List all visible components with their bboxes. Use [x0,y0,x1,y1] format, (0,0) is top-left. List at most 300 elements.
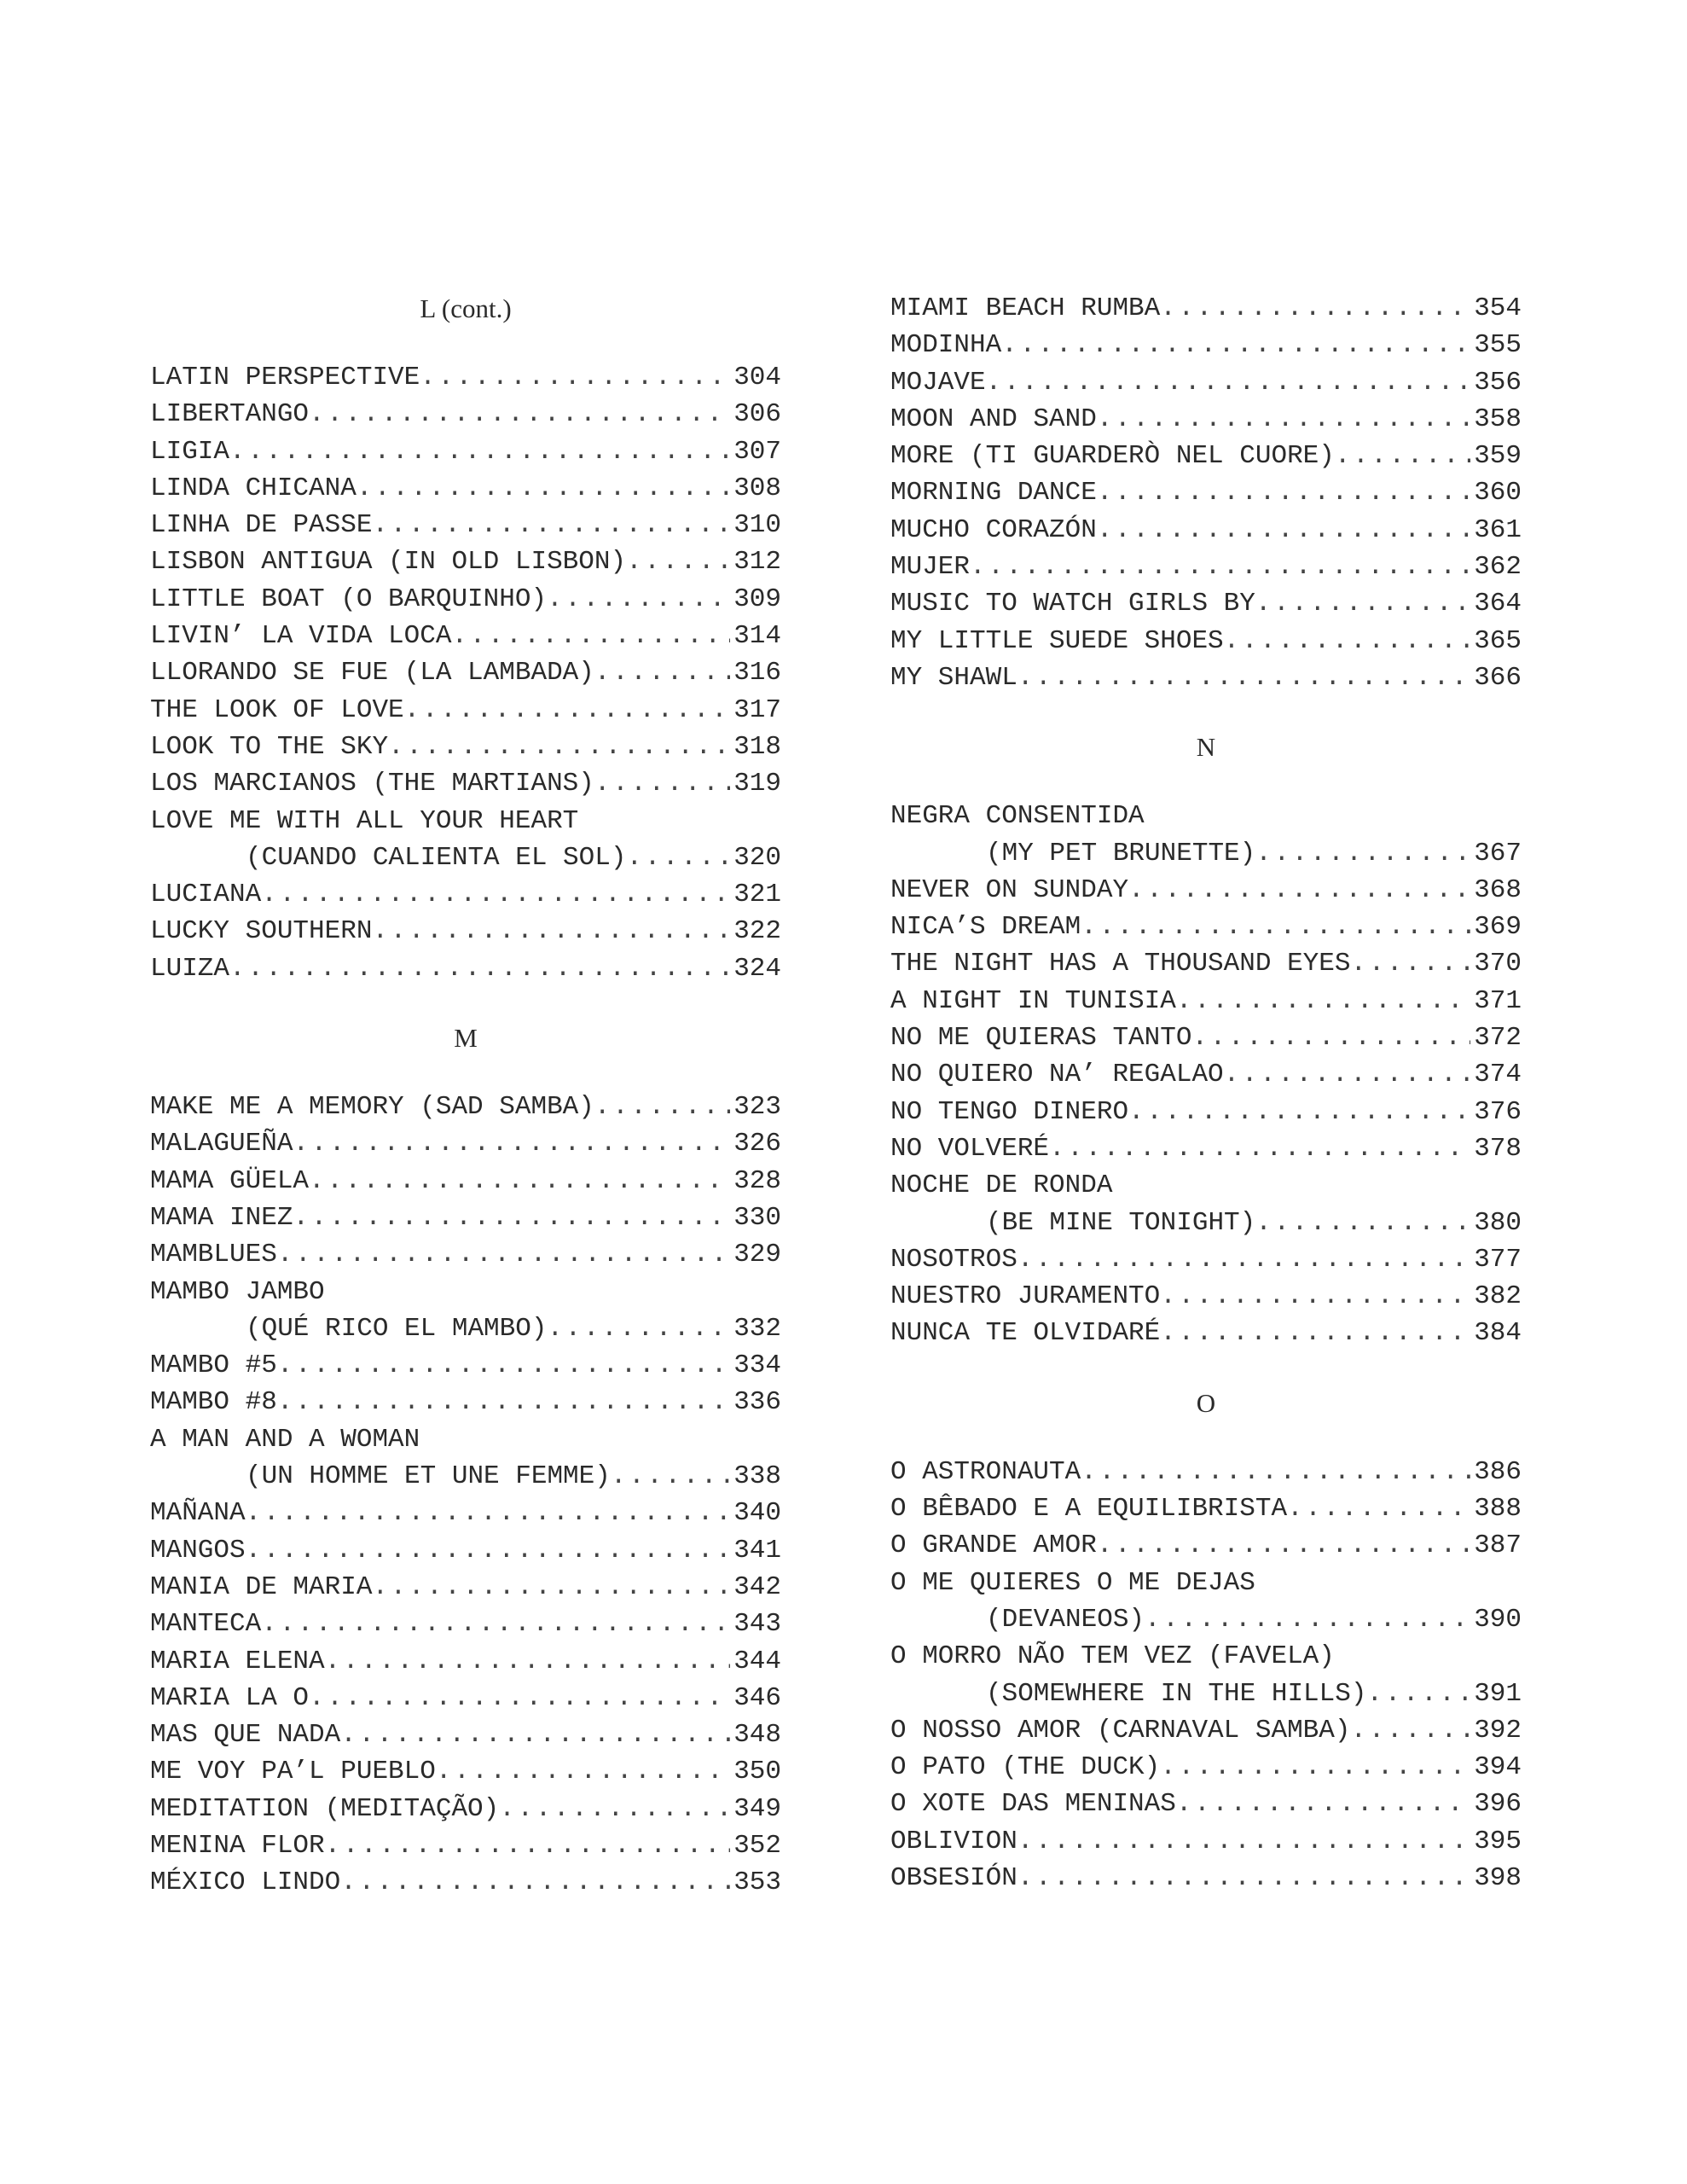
page-number: 306 [733,399,781,430]
entry-title: O GRANDE AMOR [890,1531,1097,1561]
entry-title: MALAGUEÑA [150,1129,293,1159]
entry-title: MARIA ELENA [150,1646,325,1676]
index-entry [890,623,1522,659]
entry-title: LINDA CHICANA [150,473,357,503]
entry-title: NEVER ON SUNDAY [890,874,1129,905]
dot-leader [420,359,730,396]
page-number: 355 [1474,330,1522,361]
entry-title: MOJAVE [890,367,986,398]
dot-leader [1351,945,1471,982]
page-number: 309 [733,584,781,614]
entry-title: NOCHE DE RONDA [890,1170,1113,1201]
entry-line [150,433,781,470]
entry-title: NOSOTROS [890,1244,1017,1275]
entry-line [150,1163,781,1199]
entry-line [150,581,781,618]
page-number: 342 [733,1571,781,1602]
entry-title-line [150,803,781,839]
dot-leader [611,1458,730,1495]
entry-title: MAMA INEZ [150,1202,293,1233]
dot-leader [594,654,730,691]
dot-leader [547,581,730,618]
entry-title: MAMBLUES [150,1240,277,1270]
index-column-right [890,290,1522,1896]
entry-subtitle: (QUÉ RICO EL MAMBO) [246,1313,548,1344]
page-number: 343 [733,1609,781,1640]
page-number: 365 [1474,625,1522,656]
entry-title: MAKE ME A MEMORY (SAD SAMBA) [150,1092,594,1123]
index-entry [890,1638,1522,1712]
dot-leader [1081,1454,1470,1490]
entry-title: LINHA DE PASSE [150,510,373,541]
entry-line [150,692,781,729]
index-entry [890,1315,1522,1351]
index-entry [150,1384,781,1420]
index-entry [890,438,1522,474]
page-number: 378 [1474,1133,1522,1164]
page-number: 312 [733,547,781,578]
entry-line [150,1347,781,1384]
entry-title: ME VOY PA’L PUEBLO [150,1757,436,1787]
index-entry [890,512,1522,549]
entry-title: NICA’S DREAM [890,912,1081,943]
entry-line [150,396,781,433]
dot-leader [372,1569,730,1606]
entry-line [890,1241,1522,1278]
entry-line [890,1315,1522,1351]
page-number: 361 [1474,514,1522,545]
entry-title-line [150,1274,781,1310]
page-number: 384 [1474,1318,1522,1349]
dot-leader [246,1532,731,1569]
dot-leader [1224,623,1471,659]
index-entry [150,470,781,507]
page-number: 388 [1474,1494,1522,1525]
entry-line [150,654,781,691]
entry-title: MENINA FLOR [150,1830,325,1861]
entry-title: O PATO (THE DUCK) [890,1752,1161,1783]
entry-line [150,1680,781,1716]
entry-title: A MAN AND A WOMAN [150,1424,420,1455]
entry-title: MARIA LA O [150,1682,310,1713]
index-entry [890,1565,1522,1639]
dot-leader [1049,1130,1470,1167]
entry-title: MORNING DANCE [890,478,1097,508]
page-number: 332 [733,1313,781,1344]
entry-line [150,507,781,543]
entry-line [890,512,1522,549]
dot-leader [372,507,730,543]
dot-leader [1351,1712,1471,1749]
entry-title: OBLIVION [890,1826,1017,1856]
page-number: 374 [1474,1060,1522,1090]
entry-title: LIGIA [150,436,230,467]
entry-title: MANGOS [150,1535,246,1565]
entry-line [150,1384,781,1420]
index-entry [150,1532,781,1569]
entry-title: NUESTRO JURAMENTO [890,1281,1161,1312]
entry-title: LLORANDO SE FUE (LA LAMBADA) [150,658,594,688]
dot-leader [626,839,730,876]
index-entry [890,798,1522,872]
dot-leader [594,765,730,802]
entry-title: MUSIC TO WATCH GIRLS BY [890,589,1255,619]
dot-leader [1191,1019,1470,1056]
index-entry [890,290,1522,327]
entry-subtitle: (DEVANEOS) [986,1604,1145,1635]
entry-title-line [890,798,1522,834]
index-entry [890,945,1522,982]
entry-title: NO TENGO DINERO [890,1096,1129,1127]
entry-subtitle-line [890,835,1522,872]
entry-line [150,913,781,950]
entry-title: O ASTRONAUTA [890,1456,1081,1487]
dot-leader [1176,1786,1470,1822]
dot-leader [547,1310,730,1347]
page-number: 329 [733,1240,781,1270]
entry-line [150,1827,781,1864]
dot-leader [451,618,730,654]
index-entry [890,1454,1522,1490]
section-heading: O [1196,1387,1216,1418]
index-entry [150,1680,781,1716]
page-number: 387 [1474,1531,1522,1561]
dot-leader [1097,474,1470,511]
dot-leader [404,692,731,729]
page-number: 319 [733,769,781,799]
page-number: 304 [733,363,781,392]
index-entry [890,872,1522,909]
page-number: 321 [733,880,781,910]
page-number: 392 [1474,1715,1522,1745]
entry-title: O XOTE DAS MENINAS [890,1789,1176,1820]
entry-line [150,470,781,507]
entry-title: NEGRA CONSENTIDA [890,801,1145,832]
page-number: 370 [1474,949,1522,979]
page-number: 396 [1474,1789,1522,1820]
entry-title: LIVIN’ LA VIDA LOCA [150,621,452,652]
entry-title-line [890,1638,1522,1675]
index-entry [890,327,1522,363]
page-number: 353 [733,1867,781,1898]
entry-title: MORE (TI GUARDERÒ NEL CUORE) [890,441,1335,472]
page-number: 324 [733,953,781,984]
page-number: 368 [1474,874,1522,905]
index-entry [150,581,781,618]
dot-leader [1176,983,1470,1019]
entry-title: LUCIANA [150,880,262,910]
page-number: 359 [1474,441,1522,472]
entry-line [150,1089,781,1125]
index-entry [890,1241,1522,1278]
entry-line [890,1712,1522,1749]
index-entry [890,1094,1522,1130]
index-entry [890,474,1522,511]
dot-leader [1224,1056,1471,1093]
index-entry [150,1753,781,1790]
entry-line [890,1130,1522,1167]
entry-line [150,1864,781,1901]
index-entry [150,1716,781,1753]
entry-line [150,1606,781,1642]
entry-line [890,1278,1522,1315]
page-number: 334 [733,1350,781,1381]
dot-leader [986,364,1471,401]
page-number: 354 [1474,293,1522,323]
entry-subtitle-line [150,839,781,876]
section-heading: M [454,1023,478,1054]
index-entry [890,1527,1522,1564]
entry-subtitle: (SOMEWHERE IN THE HILLS) [986,1678,1367,1709]
index-entry [890,1019,1522,1056]
index-entry [150,1864,781,1901]
page-number: 376 [1474,1096,1522,1127]
page-number: 352 [733,1830,781,1861]
dot-leader [261,876,730,913]
page-number: 308 [733,473,781,503]
page-number: 372 [1474,1023,1522,1054]
index-entry [890,1167,1522,1241]
entry-line [890,1094,1522,1130]
page-number: 391 [1474,1678,1522,1709]
entry-line [890,474,1522,511]
dot-leader [1160,1315,1470,1351]
page-number: 344 [733,1646,781,1676]
entry-title: O ME QUIERES O ME DEJAS [890,1567,1255,1598]
dot-leader [261,1606,730,1642]
entry-title: LISBON ANTIGUA (IN OLD LISBON) [150,547,627,578]
page-number: 348 [733,1720,781,1751]
index-entry [890,1130,1522,1167]
entry-line [150,1791,781,1827]
entry-line [890,983,1522,1019]
page-number: 377 [1474,1244,1522,1275]
dot-leader [1128,872,1470,909]
page-number: 316 [733,658,781,688]
index-entry [150,1421,781,1496]
dot-leader [1128,1094,1470,1130]
entry-subtitle-line [890,1205,1522,1241]
index-entry [890,1490,1522,1527]
page-number: 390 [1474,1604,1522,1635]
entry-title: MAS QUE NADA [150,1720,341,1751]
dot-leader [1097,1527,1470,1564]
dot-leader [340,1864,730,1901]
dot-leader [309,396,730,433]
entry-title-line [890,1167,1522,1204]
index-entry [150,433,781,470]
index-entry [890,1056,1522,1093]
dot-leader [293,1199,730,1236]
dot-leader [1145,1601,1470,1638]
entry-title: MANTECA [150,1609,262,1640]
entry-line [890,438,1522,474]
entry-line [150,1716,781,1753]
page-number: 310 [733,510,781,541]
entry-title: LUCKY SOUTHERN [150,916,373,947]
index-entry [890,1712,1522,1749]
dot-leader [1017,1823,1470,1860]
entry-line [890,1749,1522,1786]
entry-line [890,909,1522,945]
index-entry [150,692,781,729]
entry-title: MY LITTLE SUEDE SHOES [890,625,1224,656]
dot-leader [229,950,730,987]
entry-line [890,401,1522,438]
dot-leader [340,1716,730,1753]
entry-line [890,290,1522,327]
index-entry [890,401,1522,438]
entry-title: O NOSSO AMOR (CARNAVAL SAMBA) [890,1715,1351,1745]
dot-leader [499,1791,730,1827]
entry-title: MUCHO CORAZÓN [890,514,1097,545]
entry-title: LITTLE BOAT (O BARQUINHO) [150,584,548,614]
page-number: 394 [1474,1752,1522,1783]
index-entry [890,1823,1522,1860]
dot-leader [309,1163,730,1199]
page-number: 386 [1474,1456,1522,1487]
entry-line [150,876,781,913]
dot-leader [1255,585,1470,622]
index-entry [150,654,781,691]
dot-leader [277,1236,730,1273]
dot-leader [1255,835,1470,872]
index-entry [150,765,781,802]
entry-line [890,945,1522,982]
entry-line [150,765,781,802]
page-number: 369 [1474,912,1522,943]
page-number: 346 [733,1682,781,1713]
entry-subtitle-line [150,1310,781,1347]
dot-leader [1255,1205,1470,1241]
entry-line [150,618,781,654]
entry-title: A NIGHT IN TUNISIA [890,985,1176,1016]
entry-line [890,1056,1522,1093]
page-number: 330 [733,1202,781,1233]
page-number: 328 [733,1165,781,1196]
index-entry [890,983,1522,1019]
page-number: 362 [1474,552,1522,583]
index-entry [890,1786,1522,1822]
page-number: 323 [733,1092,781,1123]
entry-line [890,364,1522,401]
page-number: 326 [733,1129,781,1159]
dot-leader [1017,1860,1470,1896]
dot-leader [1001,327,1470,363]
entry-title: MUJER [890,552,971,583]
entry-title: LOS MARCIANOS (THE MARTIANS) [150,769,594,799]
dot-leader [594,1089,730,1125]
index-entry [150,1606,781,1642]
entry-line [150,1125,781,1162]
entry-subtitle-line [890,1676,1522,1712]
entry-title: THE NIGHT HAS A THOUSAND EYES [890,949,1351,979]
page-number: 318 [733,731,781,762]
entry-line [150,543,781,580]
entry-title: LATIN PERSPECTIVE [150,363,420,392]
index-entry [890,659,1522,696]
index-entry [150,729,781,765]
dot-leader [1160,1749,1470,1786]
page-number: 358 [1474,404,1522,434]
entry-title: LOVE ME WITH ALL YOUR HEART [150,805,579,836]
dot-leader [325,1643,731,1680]
dot-leader [1081,909,1470,945]
dot-leader [1335,438,1470,474]
entry-line [150,359,781,396]
index-entry [150,1199,781,1236]
index-entry [150,1643,781,1680]
entry-title: MOON AND SAND [890,404,1097,434]
page-number: 366 [1474,662,1522,693]
page-number: 322 [733,916,781,947]
index-entry [150,913,781,950]
entry-title: MANIA DE MARIA [150,1571,373,1602]
entry-title: MAMBO #8 [150,1387,277,1418]
entry-title: LOOK TO THE SKY [150,731,389,762]
page-number: 398 [1474,1862,1522,1893]
page-number: 341 [733,1535,781,1565]
entry-title: MAMBO #5 [150,1350,277,1381]
entry-line [890,585,1522,622]
index-entry [150,876,781,913]
dot-leader [246,1495,731,1531]
index-entry [150,1125,781,1162]
index-entry [150,1827,781,1864]
entry-title: NO QUIERO NA’ REGALAO [890,1060,1224,1090]
dot-leader [1097,401,1470,438]
dot-leader [436,1753,730,1790]
entry-line [150,1199,781,1236]
entry-line [890,327,1522,363]
index-entry [150,1569,781,1606]
dot-leader [970,549,1470,585]
page-number: 320 [733,842,781,873]
entry-line [150,1643,781,1680]
page-number: 360 [1474,478,1522,508]
index-entry [890,1278,1522,1315]
index-entry [150,396,781,433]
entry-title: MAMBO JAMBO [150,1276,325,1307]
page-number: 336 [733,1387,781,1418]
index-entry [150,618,781,654]
entry-title: OBSESIÓN [890,1862,1017,1893]
dot-leader [1160,290,1470,327]
entry-line [890,1786,1522,1822]
index-entry [150,1089,781,1125]
entry-title: NO VOLVERÉ [890,1133,1050,1164]
index-entry [890,909,1522,945]
index-entry [890,585,1522,622]
entry-title-line [150,1421,781,1458]
index-entry [150,1236,781,1273]
entry-line [890,1860,1522,1896]
entry-subtitle: (UN HOMME ET UNE FEMME) [246,1461,611,1492]
index-entry [150,507,781,543]
page-number: 317 [733,694,781,725]
entry-title: MODINHA [890,330,1002,361]
entry-title-line [890,1565,1522,1601]
page-number: 338 [733,1461,781,1492]
entry-title: LIBERTANGO [150,399,310,430]
index-entry [150,1791,781,1827]
index-entry [150,359,781,396]
entry-title: O BÊBADO E A EQUILIBRISTA [890,1494,1288,1525]
page-number: 364 [1474,589,1522,619]
page-number: 314 [733,621,781,652]
entry-line [150,1753,781,1790]
section-heading: N [1196,732,1216,763]
